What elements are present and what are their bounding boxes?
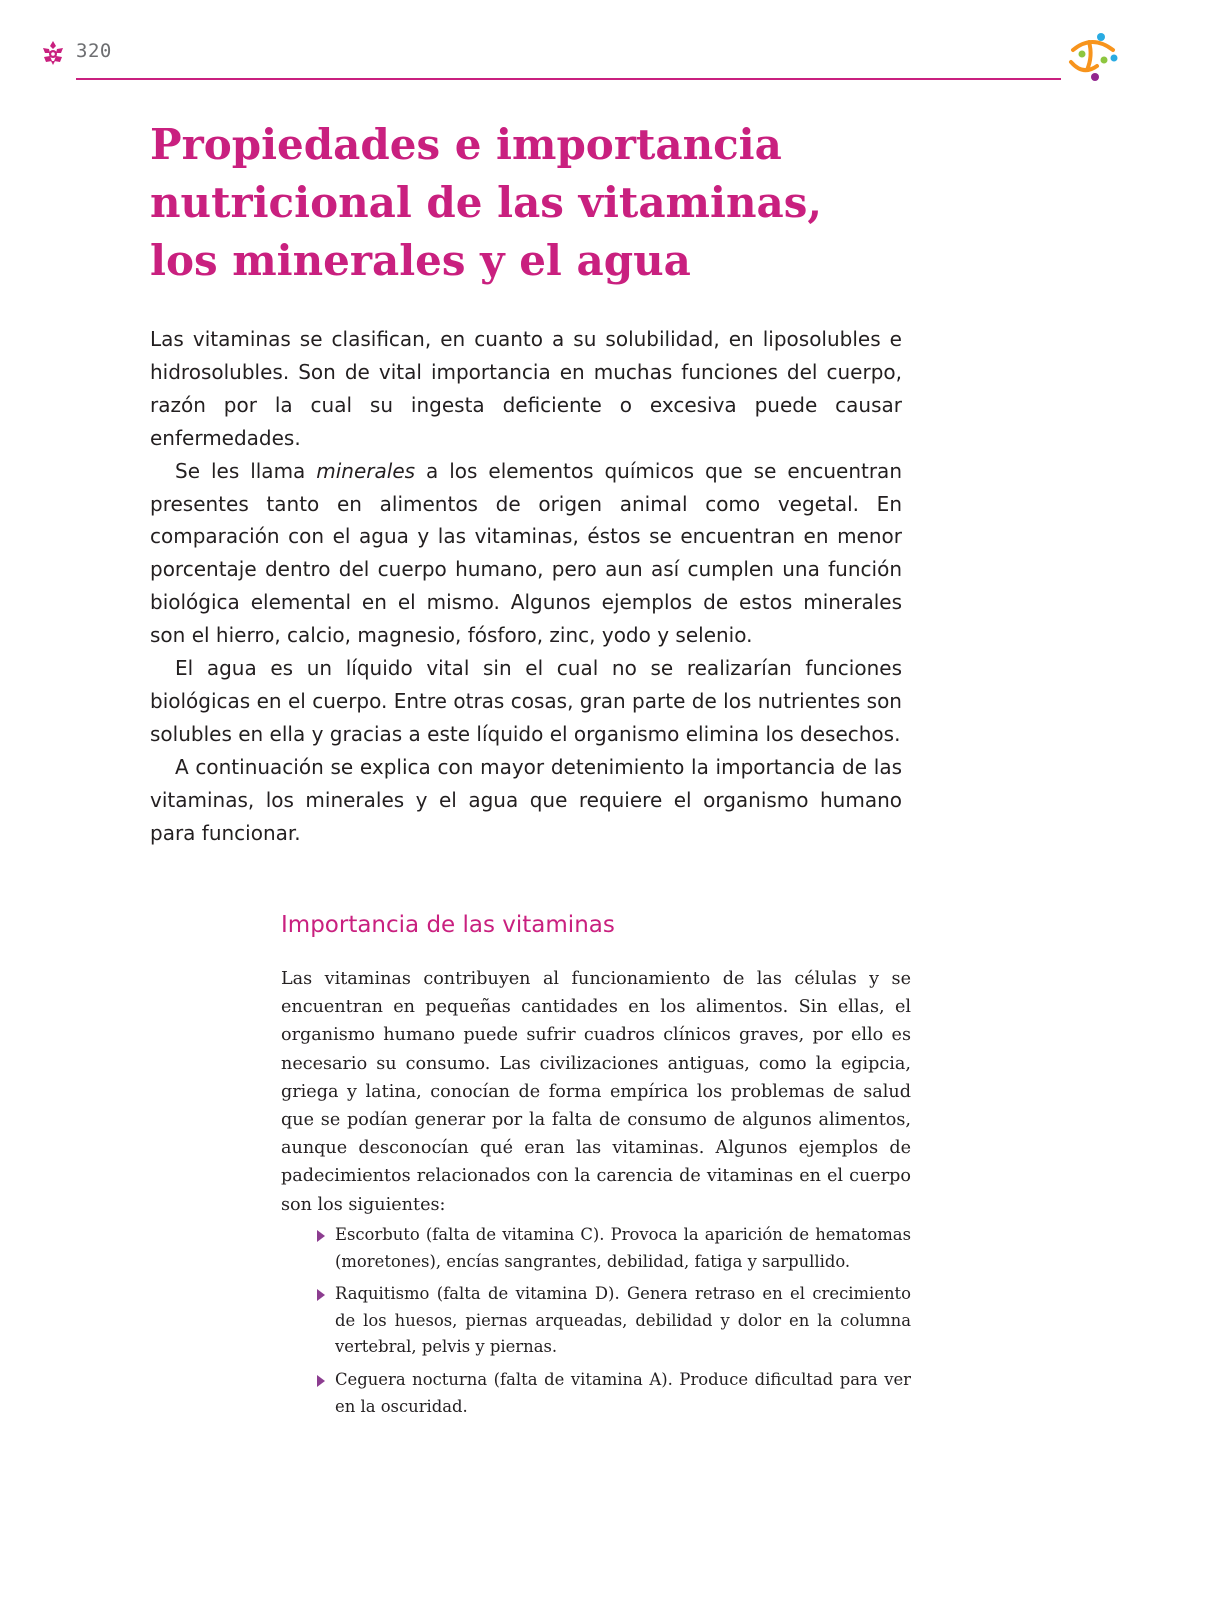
list-item-text: Ceguera nocturna (falta de vitamina A). Produce dificultad para ver en la oscuridad. [335, 1369, 911, 1416]
publisher-logo-icon [1063, 30, 1121, 84]
intro-text [150, 323, 902, 850]
intro-paragraph [150, 455, 902, 652]
triangle-bullet-icon [317, 1375, 325, 1387]
triangle-bullet-icon [317, 1289, 325, 1301]
list-item [315, 1367, 911, 1420]
list-item-text: Raquitismo (falta de vitamina D). Genera retraso en el crecimiento de los huesos, piernas arqueadas, debilidad y dolor en la columna vertebral, pelvis y piernas. [335, 1284, 911, 1357]
page-number: 320 [76, 40, 112, 62]
list-item-text: Escorbuto (falta de vitamina C). Provoca la aparición de hematomas (moretones), encías sangrantes, debilidad, fatiga y sarpullido. [335, 1225, 911, 1271]
intro-text-run: a los elementos químicos que se encuentran presentes tanto en alimentos de origen animal como vegetal. En comparación con el agua y las vitaminas, éstos se encuentran en menor porcentaje dentro del cuerpo humano, pero aun así cumplen una función biológica elemental en el mismo. Algunos ejemplos de estos minerales son el hierro, calcio, magnesio, fósforo, zinc, yodo y selenio. [150, 458, 902, 648]
intro-paragraph: El agua es un líquido vital sin el cual no se realizarían funciones biológicas en el cuerpo. Entre otras cosas, gran parte de los nutrientes son solubles en ella y gracias a este líquido el organismo elimina los desechos. [150, 656, 902, 746]
list-item [315, 1281, 911, 1361]
title-line: nutricional de las vitaminas, [150, 178, 822, 227]
page-title [150, 116, 910, 290]
intro-paragraph: Las vitaminas se clasifican, en cuanto a su solubilidad, en liposolubles e hidrosolubles. Son de vital importancia en muchas funciones del cuerpo, razón por la cual su ingesta deficiente o excesiva puede causar enfermedades. [150, 327, 902, 450]
ornament-icon [40, 40, 66, 66]
title-line: los minerales y el agua [150, 236, 691, 285]
intro-paragraph: A continuación se explica con mayor detenimiento la importancia de las vitaminas, los minerales y el agua que requiere el organismo humano para funcionar. [150, 754, 902, 845]
deficiency-list [315, 1222, 911, 1426]
vitamins-paragraph: Las vitaminas contribuyen al funcionamiento de las células y se encuentran en pequeñas cantidades en los alimentos. Sin ellas, el organismo humano puede sufrir cuadros clínicos graves, por ello es necesario su consumo. Las civilizaciones antiguas, como la egipcia, griega y latina, conocían de forma empírica los problemas de salud que se podían generar por la falta de consumo de algunos alimentos, aunque desconocían qué eran las vitaminas. Algunos ejemplos de padecimientos relacionados con la carencia de vitaminas en el cuerpo son los siguientes: [281, 969, 911, 1215]
section-heading: Importancia de las vitaminas [281, 912, 615, 938]
intro-text-run: Se les llama [175, 458, 317, 483]
header-divider [76, 78, 1061, 80]
minerales-term: minerales [316, 458, 416, 483]
list-item [315, 1222, 911, 1275]
title-line: Propiedades e importancia [150, 120, 782, 169]
triangle-bullet-icon [317, 1230, 325, 1242]
